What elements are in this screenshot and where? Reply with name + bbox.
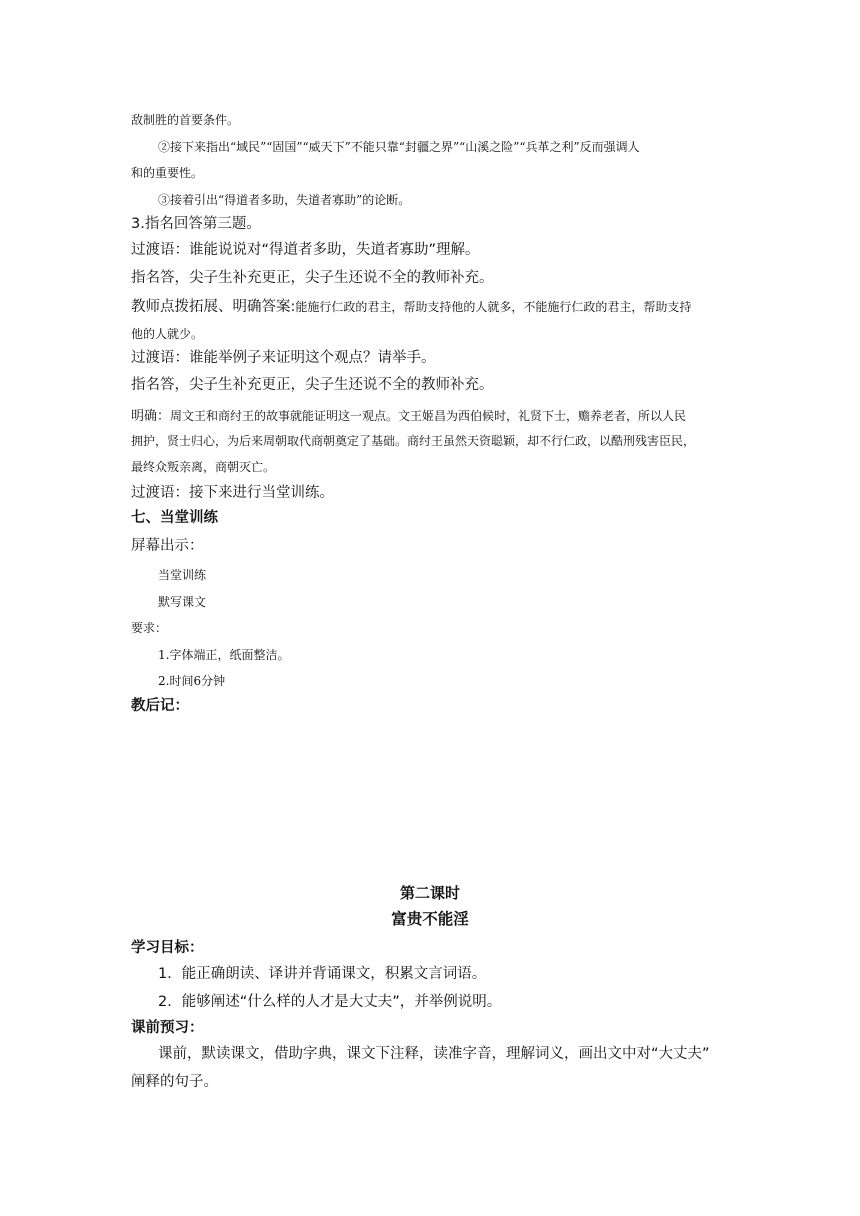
section-heading: 教后记： xyxy=(131,698,189,714)
answer-line xyxy=(131,296,691,316)
clarify-text: 周文王和商纣王的故事就能证明这一观点。文王姬昌为西伯候时，礼贤下士，赡养老者，所以人民 xyxy=(170,409,687,423)
clarify-line xyxy=(131,405,686,425)
clarify-label: 明确： xyxy=(131,409,171,424)
text-line: ②接下来指出“域民”“固国”“威天下”不能只靠“封疆之界”“山溪之险”“兵革之利”反而强调人 xyxy=(158,140,640,154)
text-line: 过渡语：接下来进行当堂训练。 xyxy=(131,485,334,501)
text-line: 阐释的句子。 xyxy=(131,1074,218,1090)
text-line: 当堂训练 xyxy=(158,568,207,582)
text-line: 指名答，尖子生补充更正，尖子生还说不全的教师补充。 xyxy=(131,377,494,393)
text-line: 过渡语：谁能说说对“得道者多助，失道者寡助”理解。 xyxy=(131,242,480,258)
answer-label: 教师点拨拓展、明确答案: xyxy=(131,299,296,315)
answer-text: 能施行仁政的君主，帮助支持他的人就多，不能施行仁政的君主，帮助支持 xyxy=(295,300,692,314)
section-heading: 课前预习： xyxy=(131,1020,204,1036)
text-line: 敌制胜的首要条件。 xyxy=(131,113,240,127)
text-line: 他的人就少。 xyxy=(131,327,204,341)
text-line: 过渡语：谁能举例子来证明这个观点？请举手。 xyxy=(131,350,436,366)
text-line: 3.指名回答第三题。 xyxy=(131,216,261,232)
lesson-subtitle: 富贵不能淫 xyxy=(391,910,469,928)
text-line: 指名答，尖子生补充更正，尖子生还说不全的教师补充。 xyxy=(131,270,494,286)
text-line: 拥护，贤士归心，为后来周朝取代商朝奠定了基础。商纣王虽然天资聪颖，却不行仁政，以酷刑残害臣民， xyxy=(131,434,696,448)
text-line: 最终众叛亲离，商朝灭亡。 xyxy=(131,460,276,474)
text-line: 屏幕出示： xyxy=(131,538,204,554)
text-line: 默写课文 xyxy=(158,595,207,609)
goal-item: 1．能正确朗读、译讲并背诵课文，积累文言词语。 xyxy=(158,966,487,982)
text-line: 1.字体端正，纸面整洁。 xyxy=(158,648,290,662)
text-line: 2.时间6分钟 xyxy=(158,674,226,688)
section-heading: 七、当堂训练 xyxy=(131,510,218,526)
goal-item: 2．能够阐述“什么样的人才是大丈夫”，并举例说明。 xyxy=(158,994,502,1010)
lesson-title: 第二课时 xyxy=(399,884,460,902)
text-line: 和的重要性。 xyxy=(131,166,204,180)
text-line: ③接着引出“得道者多助，失道者寡助”的论断。 xyxy=(158,193,411,207)
text-line: 要求： xyxy=(131,621,168,635)
section-heading: 学习目标： xyxy=(131,940,204,956)
text-line: 课前，默读课文，借助字典，课文下注释，读准字音，理解词义，画出文中对“大丈夫” xyxy=(158,1046,710,1062)
